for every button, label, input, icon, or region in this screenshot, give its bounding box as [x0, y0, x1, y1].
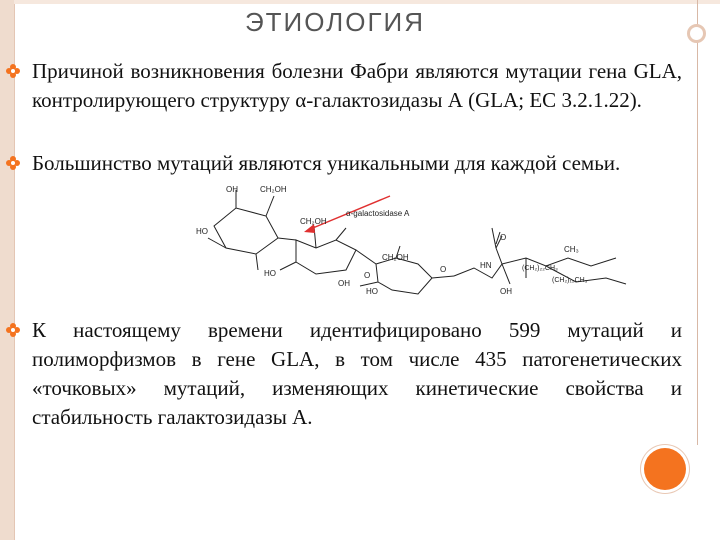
atom-label-o: O — [364, 271, 371, 280]
atom-label-ho: HO — [366, 287, 378, 296]
left-frame-bar — [0, 0, 15, 540]
atom-label-ch2oh: CH₂OH — [260, 185, 287, 194]
orange-circle-decoration — [644, 448, 686, 490]
bullet-item-1 — [32, 57, 682, 115]
bullet-text: Большинство мутаций являются уникальными для каждой семьи. — [32, 151, 621, 175]
atom-label-ch3: CH₃ — [564, 245, 579, 254]
sugar-ring-2 — [280, 226, 376, 274]
atom-label-ch2oh: CH₂OH — [300, 217, 327, 226]
chemical-structure-figure — [196, 178, 636, 303]
atom-label-oh: OH — [226, 185, 238, 194]
orange-flower-icon — [6, 64, 20, 78]
bullet-item-2 — [32, 149, 682, 178]
atom-label-ho: HO — [196, 227, 208, 236]
decorative-ring — [687, 24, 706, 43]
top-frame-bar — [14, 0, 720, 4]
atom-label-hn: HN — [480, 261, 492, 270]
atom-label-chain-1: (CH₂)₂₂CH₃ — [522, 265, 558, 272]
bullet-text: К настоящему времени идентифицировано 599 мутаций и полиморфизмов в гене GLA, в том числе 435 патогенетических «точковых» мутаций, изменяющих кинетические свойства и стабильность галактозидазы А. — [32, 318, 682, 429]
atom-label-o: O — [500, 233, 507, 242]
enzyme-label: α-galactosidase A — [346, 209, 410, 218]
ceramide-chain — [454, 228, 626, 284]
right-rail-line — [697, 0, 698, 445]
atom-label-oh: OH — [338, 279, 350, 288]
sugar-ring-1 — [208, 190, 296, 270]
atom-label-oh: OH — [500, 287, 512, 296]
bullet-item-3 — [32, 316, 682, 432]
atom-label-o: O — [440, 265, 447, 274]
atom-label-ho: HO — [264, 269, 276, 278]
orange-flower-icon — [6, 323, 20, 337]
atom-label-ch2oh: CH₂OH — [382, 253, 409, 262]
bullet-text: Причиной возникновения болезни Фабри являются мутации гена GLA, контролирующего структуру α-галактозидазы А (GLA; ЕС 3.2.1.22). — [32, 59, 682, 112]
atom-label-chain-2: (CH₂)₁₂CH₃ — [552, 277, 588, 284]
slide-title: ЭТИОЛОГИЯ — [244, 7, 426, 37]
orange-flower-icon — [6, 156, 20, 170]
